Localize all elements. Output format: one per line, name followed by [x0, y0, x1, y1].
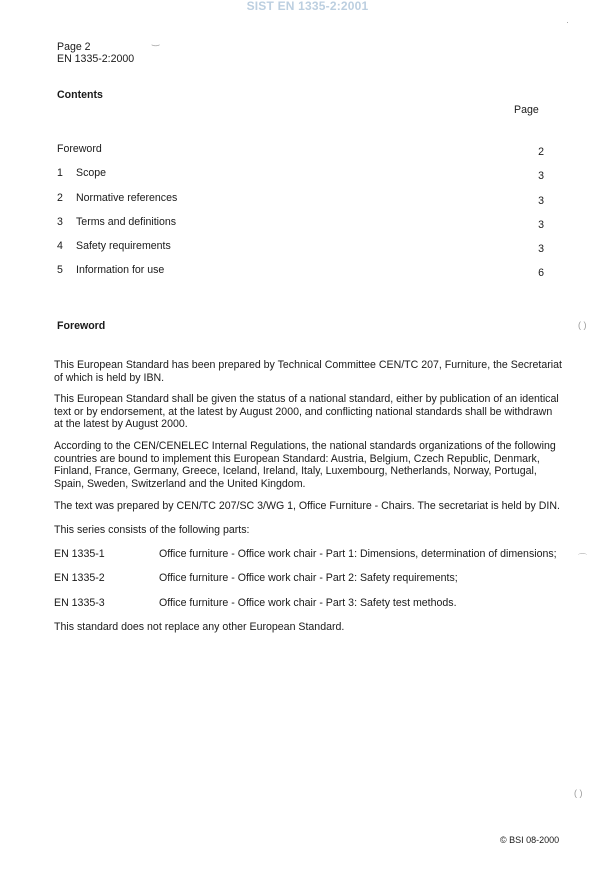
part-code: EN 1335-1	[54, 548, 105, 560]
paragraph-line: countries are bound to implement this European Standard: Austria, Belgium, Czech Republic, Denmark,	[54, 452, 540, 465]
paragraph-line: at the latest by August 2000.	[54, 418, 188, 430]
contents-heading: Contents	[57, 89, 103, 101]
toc-entry-title: Normative references	[76, 192, 178, 204]
scan-speck: ⌒	[578, 553, 588, 563]
paragraph-line: According to the CEN/CENELEC Internal Regulations, the national standards organizations of the following	[54, 440, 556, 452]
toc-entry-safety-requirements[interactable]	[57, 240, 547, 254]
part-code: EN 1335-3	[54, 597, 105, 609]
paragraph-line: Finland, France, Germany, Greece, Iceland, Ireland, Italy, Luxembourg, Netherlands, Norway, Portugal,	[54, 465, 537, 477]
scan-speck: ·	[566, 17, 569, 27]
page-label: Page 2	[57, 41, 91, 53]
toc-entry-number: 4	[57, 240, 63, 252]
paragraph-line: This European Standard has been prepared by Technical Committee CEN/TC 207, Furniture, the Secretariat	[54, 359, 562, 371]
toc-entry-title: Foreword	[57, 143, 102, 155]
toc-entry-information-for-use[interactable]	[57, 264, 547, 278]
document-id: EN 1335-2:2000	[57, 53, 135, 65]
part-description: Office furniture - Office work chair - Part 3: Safety test methods.	[159, 597, 457, 609]
part-description: Office furniture - Office work chair - Part 1: Dimensions, determination of dimensions;	[159, 548, 557, 560]
paragraph-line: of which is held by IBN.	[54, 371, 165, 384]
toc-entry-scope[interactable]	[57, 167, 547, 181]
toc-entry-page: 3	[538, 219, 544, 231]
toc-entry-number: 2	[57, 192, 63, 204]
toc-entry-title: Terms and definitions	[76, 216, 177, 228]
toc-entry-page: 3	[538, 170, 544, 182]
toc-entry-title: Scope	[76, 167, 107, 179]
scan-speck: ( )	[578, 320, 587, 330]
part-entry	[54, 572, 584, 586]
copyright-footer: © BSI 08-2000	[500, 835, 560, 845]
foreword-paragraph-4: The text was prepared by CEN/TC 207/SC 3/WG 1, Office Furniture - Chairs. The secretariat is held by DIN.	[54, 500, 560, 512]
toc-entry-normative-references[interactable]	[57, 192, 547, 206]
paragraph-line: Spain, Sweden, Switzerland and the United Kingdom.	[54, 477, 306, 490]
toc-entry-page: 3	[538, 243, 544, 255]
watermark: SIST EN 1335-2:2001	[246, 0, 369, 13]
toc-entry-title: Safety requirements	[76, 240, 171, 252]
scan-speck: ‿	[152, 36, 160, 46]
scan-speck: ( )	[574, 788, 583, 798]
toc-entry-number: 5	[57, 264, 63, 276]
foreword-paragraph-2	[54, 393, 569, 431]
toc-entry-foreword[interactable]	[57, 143, 547, 157]
part-entry	[54, 597, 584, 611]
toc-entry-page: 3	[538, 195, 544, 207]
part-code: EN 1335-2	[54, 572, 105, 584]
foreword-paragraph-5: This series consists of the following parts:	[54, 524, 250, 536]
paragraph-line: This European Standard shall be given the status of a national standard, either by publication of an identical	[54, 393, 559, 405]
foreword-paragraph-6: This standard does not replace any other European Standard.	[54, 621, 345, 633]
toc-entry-page: 6	[538, 267, 544, 279]
toc-entry-number: 3	[57, 216, 63, 228]
foreword-paragraph-3	[54, 440, 569, 490]
part-description: Office furniture - Office work chair - Part 2: Safety requirements;	[159, 572, 458, 584]
foreword-heading: Foreword	[57, 320, 106, 332]
part-entry	[54, 548, 584, 562]
toc-entry-title: Information for use	[76, 264, 165, 276]
toc-entry-page: 2	[538, 146, 544, 158]
page-column-label: Page	[514, 104, 539, 116]
paragraph-line: text or by endorsement, at the latest by August 2000, and conflicting national standards shall be withdrawn	[54, 405, 553, 418]
foreword-paragraph-1	[54, 359, 569, 384]
toc-entry-terms-and-definitions[interactable]	[57, 216, 547, 230]
toc-entry-number: 1	[57, 167, 63, 179]
